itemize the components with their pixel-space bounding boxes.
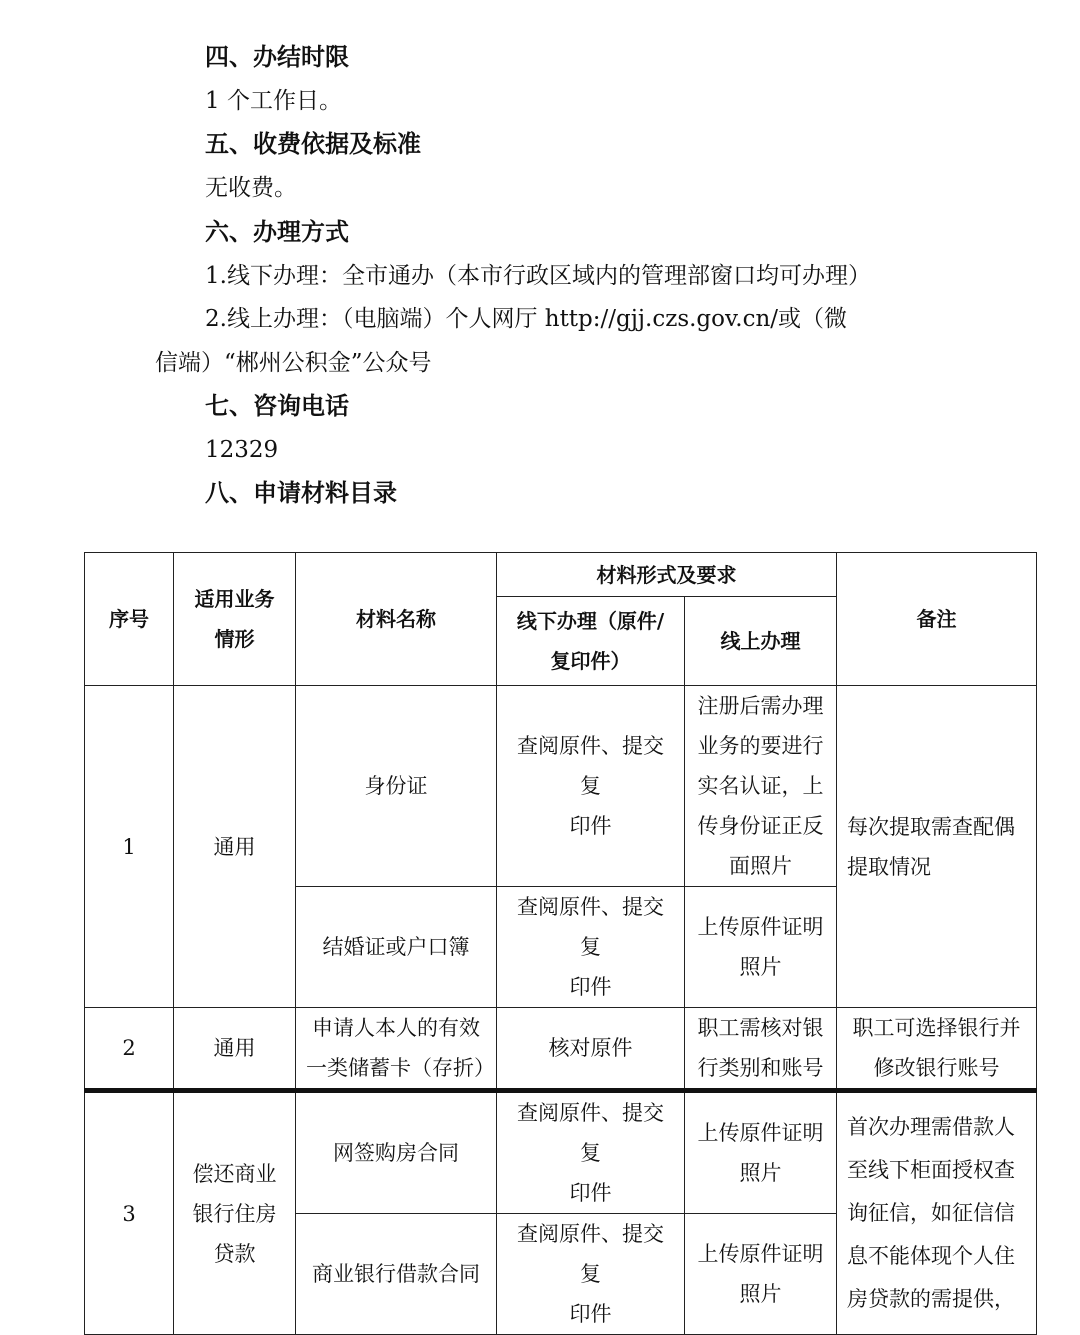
row-scenario: 通用 (174, 1008, 296, 1091)
header-material: 材料名称 (296, 553, 497, 686)
section-6-line-2a: 2.线上办理：（电脑端）个人网厅 http://gjj.czs.gov.cn/或（微 (205, 306, 848, 332)
header-online: 线上办理 (685, 597, 837, 686)
header-offline: 线下办理（原件/ 复印件） (497, 597, 685, 686)
row-offline: 查阅原件、提交复 印件 (497, 887, 685, 1008)
section-6-line-1: 1.线下办理：全市通办（本市行政区域内的管理部窗口均可办理） (205, 263, 871, 289)
row-seq: 1 (85, 686, 174, 1008)
row-offline: 查阅原件、提交复 印件 (497, 686, 685, 887)
section-4-text: 1 个工作日。 (205, 88, 342, 114)
row-online: 职工需核对银 行类别和账号 (685, 1008, 837, 1091)
section-5-text: 无收费。 (205, 175, 297, 201)
section-6-title: 六、办理方式 (205, 218, 349, 246)
header-form-group: 材料形式及要求 (497, 553, 837, 597)
section-5-title: 五、收费依据及标准 (205, 130, 421, 158)
section-7-text: 12329 (205, 437, 279, 463)
row-offline: 查阅原件、提交复 印件 (497, 1214, 685, 1335)
materials-table (84, 552, 1037, 1335)
row-seq: 2 (85, 1008, 174, 1091)
section-6-line-2b: 信端）“郴州公积金”公众号 (155, 350, 432, 376)
section-8-title: 八、申请材料目录 (205, 479, 397, 507)
row-offline: 核对原件 (497, 1008, 685, 1091)
section-4-title: 四、办结时限 (205, 43, 349, 71)
row-remark: 职工可选择银行并 修改银行账号 (837, 1008, 1037, 1091)
row-scenario: 偿还商业 银行住房 贷款 (174, 1091, 296, 1335)
table-row (85, 1008, 1037, 1091)
row-remark: 每次提取需查配偶 提取情况 (837, 686, 1037, 1008)
section-7-title: 七、咨询电话 (205, 392, 349, 420)
row-online: 上传原件证明 照片 (685, 887, 837, 1008)
row-online: 上传原件证明 照片 (685, 1091, 837, 1214)
row-material: 申请人本人的有效 一类储蓄卡（存折） (296, 1008, 497, 1091)
row-material: 身份证 (296, 686, 497, 887)
header-seq: 序号 (85, 553, 174, 686)
row-scenario: 通用 (174, 686, 296, 1008)
row-seq: 3 (85, 1091, 174, 1335)
table-row (85, 1091, 1037, 1214)
header-remark: 备注 (837, 553, 1037, 686)
row-material: 商业银行借款合同 (296, 1214, 497, 1335)
row-online: 上传原件证明 照片 (685, 1214, 837, 1335)
table-row (85, 686, 1037, 887)
header-scenario: 适用业务 情形 (174, 553, 296, 686)
row-material: 网签购房合同 (296, 1091, 497, 1214)
row-offline: 查阅原件、提交复 印件 (497, 1091, 685, 1214)
row-remark: 首次办理需借款人 至线下柜面授权查 询征信，如征信信 息不能体现个人住 房贷款的需提供， (837, 1091, 1037, 1335)
row-online: 注册后需办理 业务的要进行 实名认证，上 传身份证正反 面照片 (685, 686, 837, 887)
row-material: 结婚证或户口簿 (296, 887, 497, 1008)
